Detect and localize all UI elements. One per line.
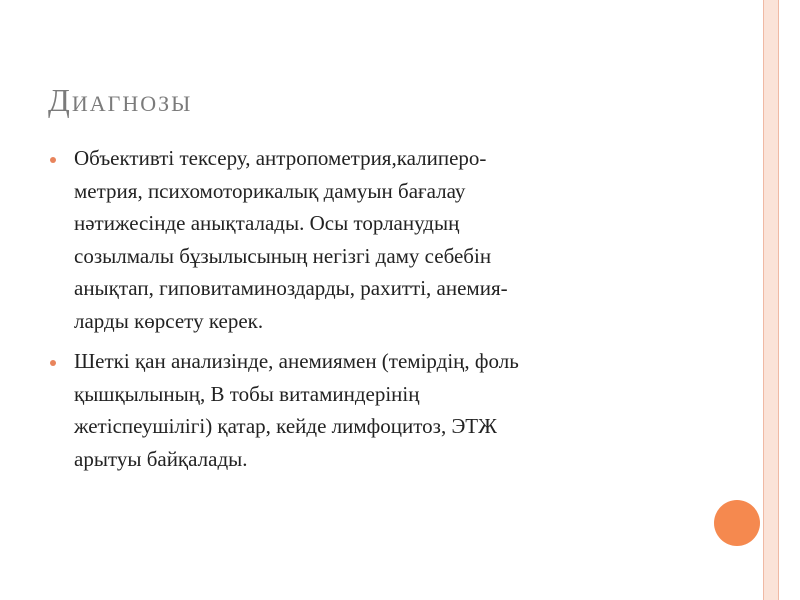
bullet-dot-icon bbox=[50, 157, 56, 163]
bullet-list bbox=[48, 142, 668, 483]
bullet-text: Объективті тексеру, антропометрия,калиперо- метрия, психомоторикалық дамуын бағалау нәтижесінде анықталады. Осы торланудың созылмалы бұзылысының негізгі даму себебін анықтап, гиповитаминоздарды, рахитті, анемия- ларды көрсету керек. bbox=[74, 146, 508, 333]
decorative-circle bbox=[714, 500, 760, 546]
bullet-dot-icon bbox=[50, 360, 56, 366]
bullet-item-2 bbox=[48, 345, 668, 475]
decorative-side-bar bbox=[763, 0, 779, 600]
slide-title: Диагнозы bbox=[48, 82, 193, 118]
bullet-text: Шеткі қан анализінде, анемиямен (темірдің, фоль қышқылының, В тобы витаминдерінің жетіспеушілігі) қатар, кейде лимфоцитоз, ЭТЖ арытуы байқалады. bbox=[74, 349, 519, 471]
bullet-item-1 bbox=[48, 142, 668, 337]
